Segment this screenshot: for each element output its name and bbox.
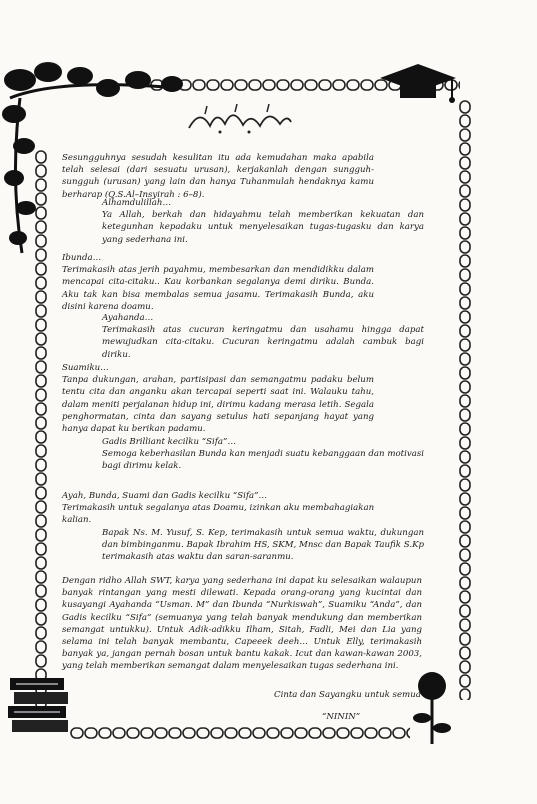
suamiku-heading: Suamiku…	[62, 363, 109, 373]
all-family-heading: Ayah, Bunda, Suami dan Gadis kecilku “Sifa”…	[62, 491, 268, 501]
closing-paragraph: Dengan ridho Allah SWT, karya yang sederhana ini dapat ku selesaikan walaupun banyak rintangan yang mesti dilewati. Kepada orang-orang yang kucintai dan kusayangi Ayahanda “Usman. M” dan Ibunda “Nurkiswah”, Suamiku “Anda”, dan Gadis kecilku “Sifa” (semuanya yang telah banyak mendukung dan memberikan semangat untukku). Untuk Adik-adikku Ilham, Sitah, Fadli, Mei dan Lia yang selama ini telah banyak membantu, Capeeek deeh… Untuk Elly, terimakasih banyak ya, jangan pernah bosan untuk bantu kakak. Icut dan kawan-kawan 2003, yang telah memberikan semangat dalam menyelesaikan tugas sederhana ini.	[62, 576, 422, 672]
border-chain-bottom	[70, 726, 410, 740]
intro-verse: Sesungguhnya sesudah kesulitan itu ada kemudahan maka apabila telah selesai (dari sesuatu urusan), kerjakanlah dengan sungguh-sungguh (urusan) yang lain dan hanya Tuhanmulah hendaknya kamu berharap (Q.S.Al–Insyirah : 6–8).	[62, 153, 374, 200]
rose-icon	[410, 668, 454, 746]
gadis-section	[102, 436, 424, 473]
ayahanda-heading: Ayahanda…	[102, 313, 154, 323]
gadis-heading: Gadis Brilliant kecilku “Sifa”…	[102, 437, 237, 447]
ibunda-section	[62, 252, 374, 313]
signoff-line: Cinta dan Sayangku untuk semua	[274, 690, 421, 700]
alhamdulillah-heading: Alhamdulillah…	[102, 198, 172, 208]
ayahanda-body: Terimakasih atas cucuran keringatmu dan usahamu hingga dapat mewujudkan cita-citaku. Cucuran keringatmu adalah cambuk bagi diriku.	[102, 325, 424, 360]
books-icon	[6, 672, 76, 736]
signature-name: “NININ”	[322, 712, 361, 722]
ibunda-heading: Ibunda…	[62, 253, 102, 263]
gadis-body: Semoga keberhasilan Bunda kan menjadi suatu kebanggaan dan motivasi bagi dirimu kelak.	[102, 449, 424, 472]
border-chain-right	[458, 100, 472, 700]
graduation-cap-icon	[378, 62, 458, 110]
alhamdulillah-section	[102, 197, 424, 246]
supervisors-paragraph: Bapak Ns. M. Yusuf, S. Kep, terimakasih untuk semua waktu, dukungan dan bimbinganmu. Bapak Ibrahim HS, SKM, Mnsc dan Bapak Taufik S.Kp terimakasih atas waktu dan saran-saranmu.	[102, 528, 424, 563]
suamiku-section	[62, 362, 374, 435]
ibunda-body: Terimakasih atas jerih payahmu, membesarkan dan mendidikku dalam mencapai cita-citaku.. Kau korbankan segalanya demi diriku. Bunda. Aku tak kan bisa membalas semua jasamu. Terimakasih Bunda, aku disini karena doamu.	[62, 265, 374, 312]
all-family-body: Terimakasih untuk segalanya atas Doamu, izinkan aku membahagiakan kalian.	[62, 503, 375, 526]
all-family-section	[62, 490, 402, 527]
basmalah-calligraphy	[185, 100, 295, 138]
ayahanda-section	[102, 312, 424, 361]
suamiku-body: Tanpa dukungan, arahan, partisipasi dan semangatmu padaku belum tentu cita dan anganku akan tercapai seperti saat ini. Walauku tahu, dalam meniti perjalanan hidup ini, dirimu kadang merasa letih. Segala penghormatan, cinta dan sayang setulus hati sepanjang hayat yang hanya dapat ku berikan padamu.	[62, 375, 374, 435]
alhamdulillah-body: Ya Allah, berkah dan hidayahmu telah memberikan kekuatan dan ketegunhan kepadaku untuk menyelesaikan tugas-tugasku dan karya yang sederhana ini.	[102, 210, 424, 245]
